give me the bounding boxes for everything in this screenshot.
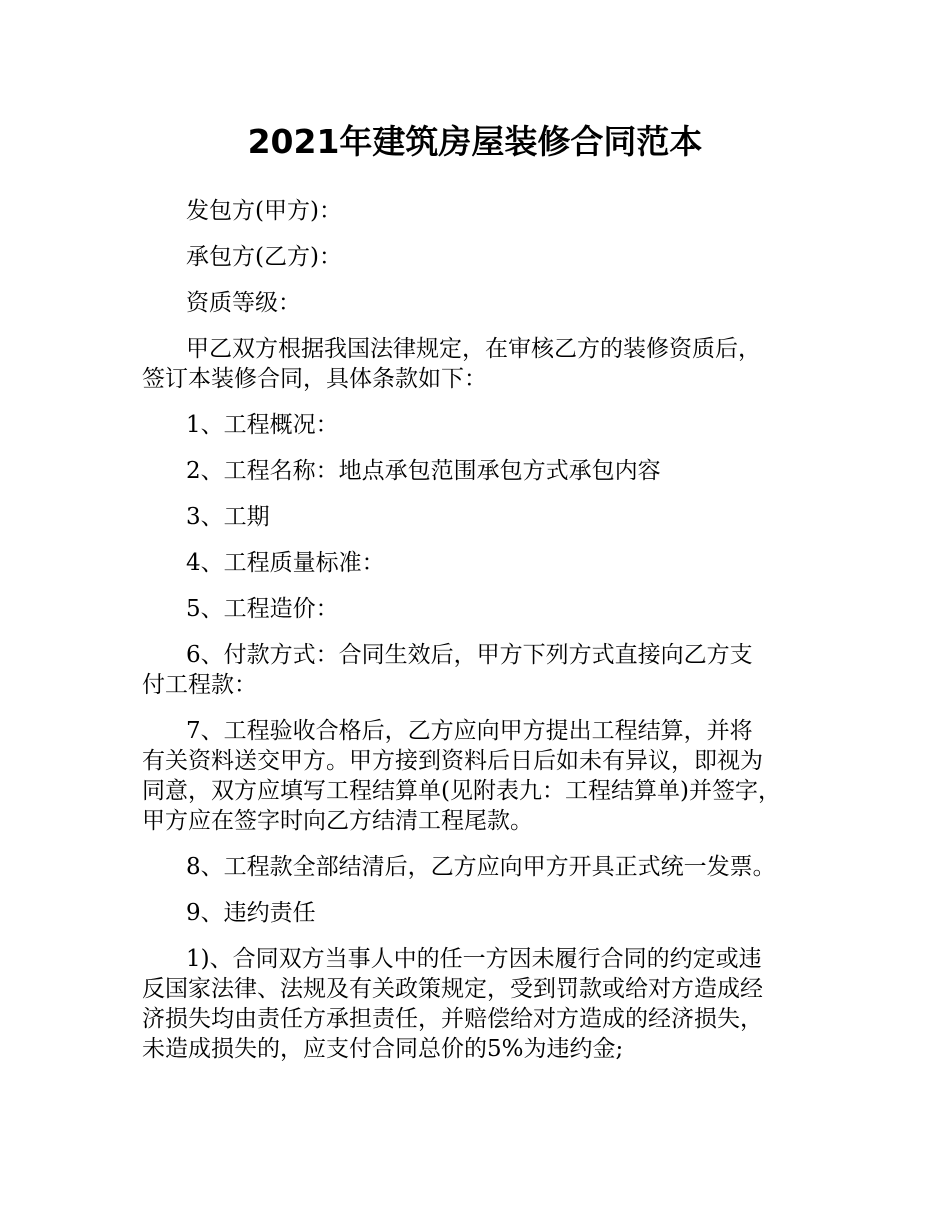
document-title: 2021年建筑房屋装修合同范本: [247, 122, 703, 161]
document-body: [142, 196, 842, 1080]
paragraph-contractor: 承包方(乙方)：: [186, 244, 342, 270]
paragraph-clause-7: 7、工程验收合格后，乙方应向甲方提出工程结算，并将 有关资料送交甲方。甲方接到资料后日后如未有异议，即视为 同意，双方应填写工程结算单(见附表九：工程结算单)并签字， 甲方应在签字时向乙方结清工程尾款。: [142, 718, 781, 834]
paragraph-employer: 发包方(甲方)：: [186, 198, 342, 224]
paragraph-clause-8: 8、工程款全部结清后，乙方应向甲方开具正式统一发票。: [186, 854, 776, 880]
paragraph-qualification: 资质等级：: [186, 290, 301, 316]
paragraph-preamble: 甲乙双方根据我国法律规定，在审核乙方的装修资质后， 签订本装修合同，具体条款如下：: [142, 336, 761, 392]
paragraph-clause-9-1: 1)、合同双方当事人中的任一方因未履行合同的约定或违 反国家法律、法规及有关政策规定，受到罚款或给对方造成经 济损失均由责任方承担责任，并赔偿给对方造成的经济损失， 未造成损失的，应支付合同总价的5%为违约金;: [142, 946, 763, 1062]
paragraph-clause-9: 9、违约责任: [186, 900, 316, 926]
paragraph-clause-4: 4、工程质量标准：: [186, 550, 385, 576]
paragraph-clause-6: 6、付款方式：合同生效后，甲方下列方式直接向乙方支 付工程款：: [142, 642, 753, 698]
paragraph-clause-5: 5、工程造价：: [186, 596, 339, 622]
paragraph-clause-3: 3、工期: [186, 504, 270, 530]
paragraph-clause-1: 1、工程概况：: [186, 412, 339, 438]
paragraph-clause-2: 2、工程名称：地点承包范围承包方式承包内容: [186, 458, 661, 484]
